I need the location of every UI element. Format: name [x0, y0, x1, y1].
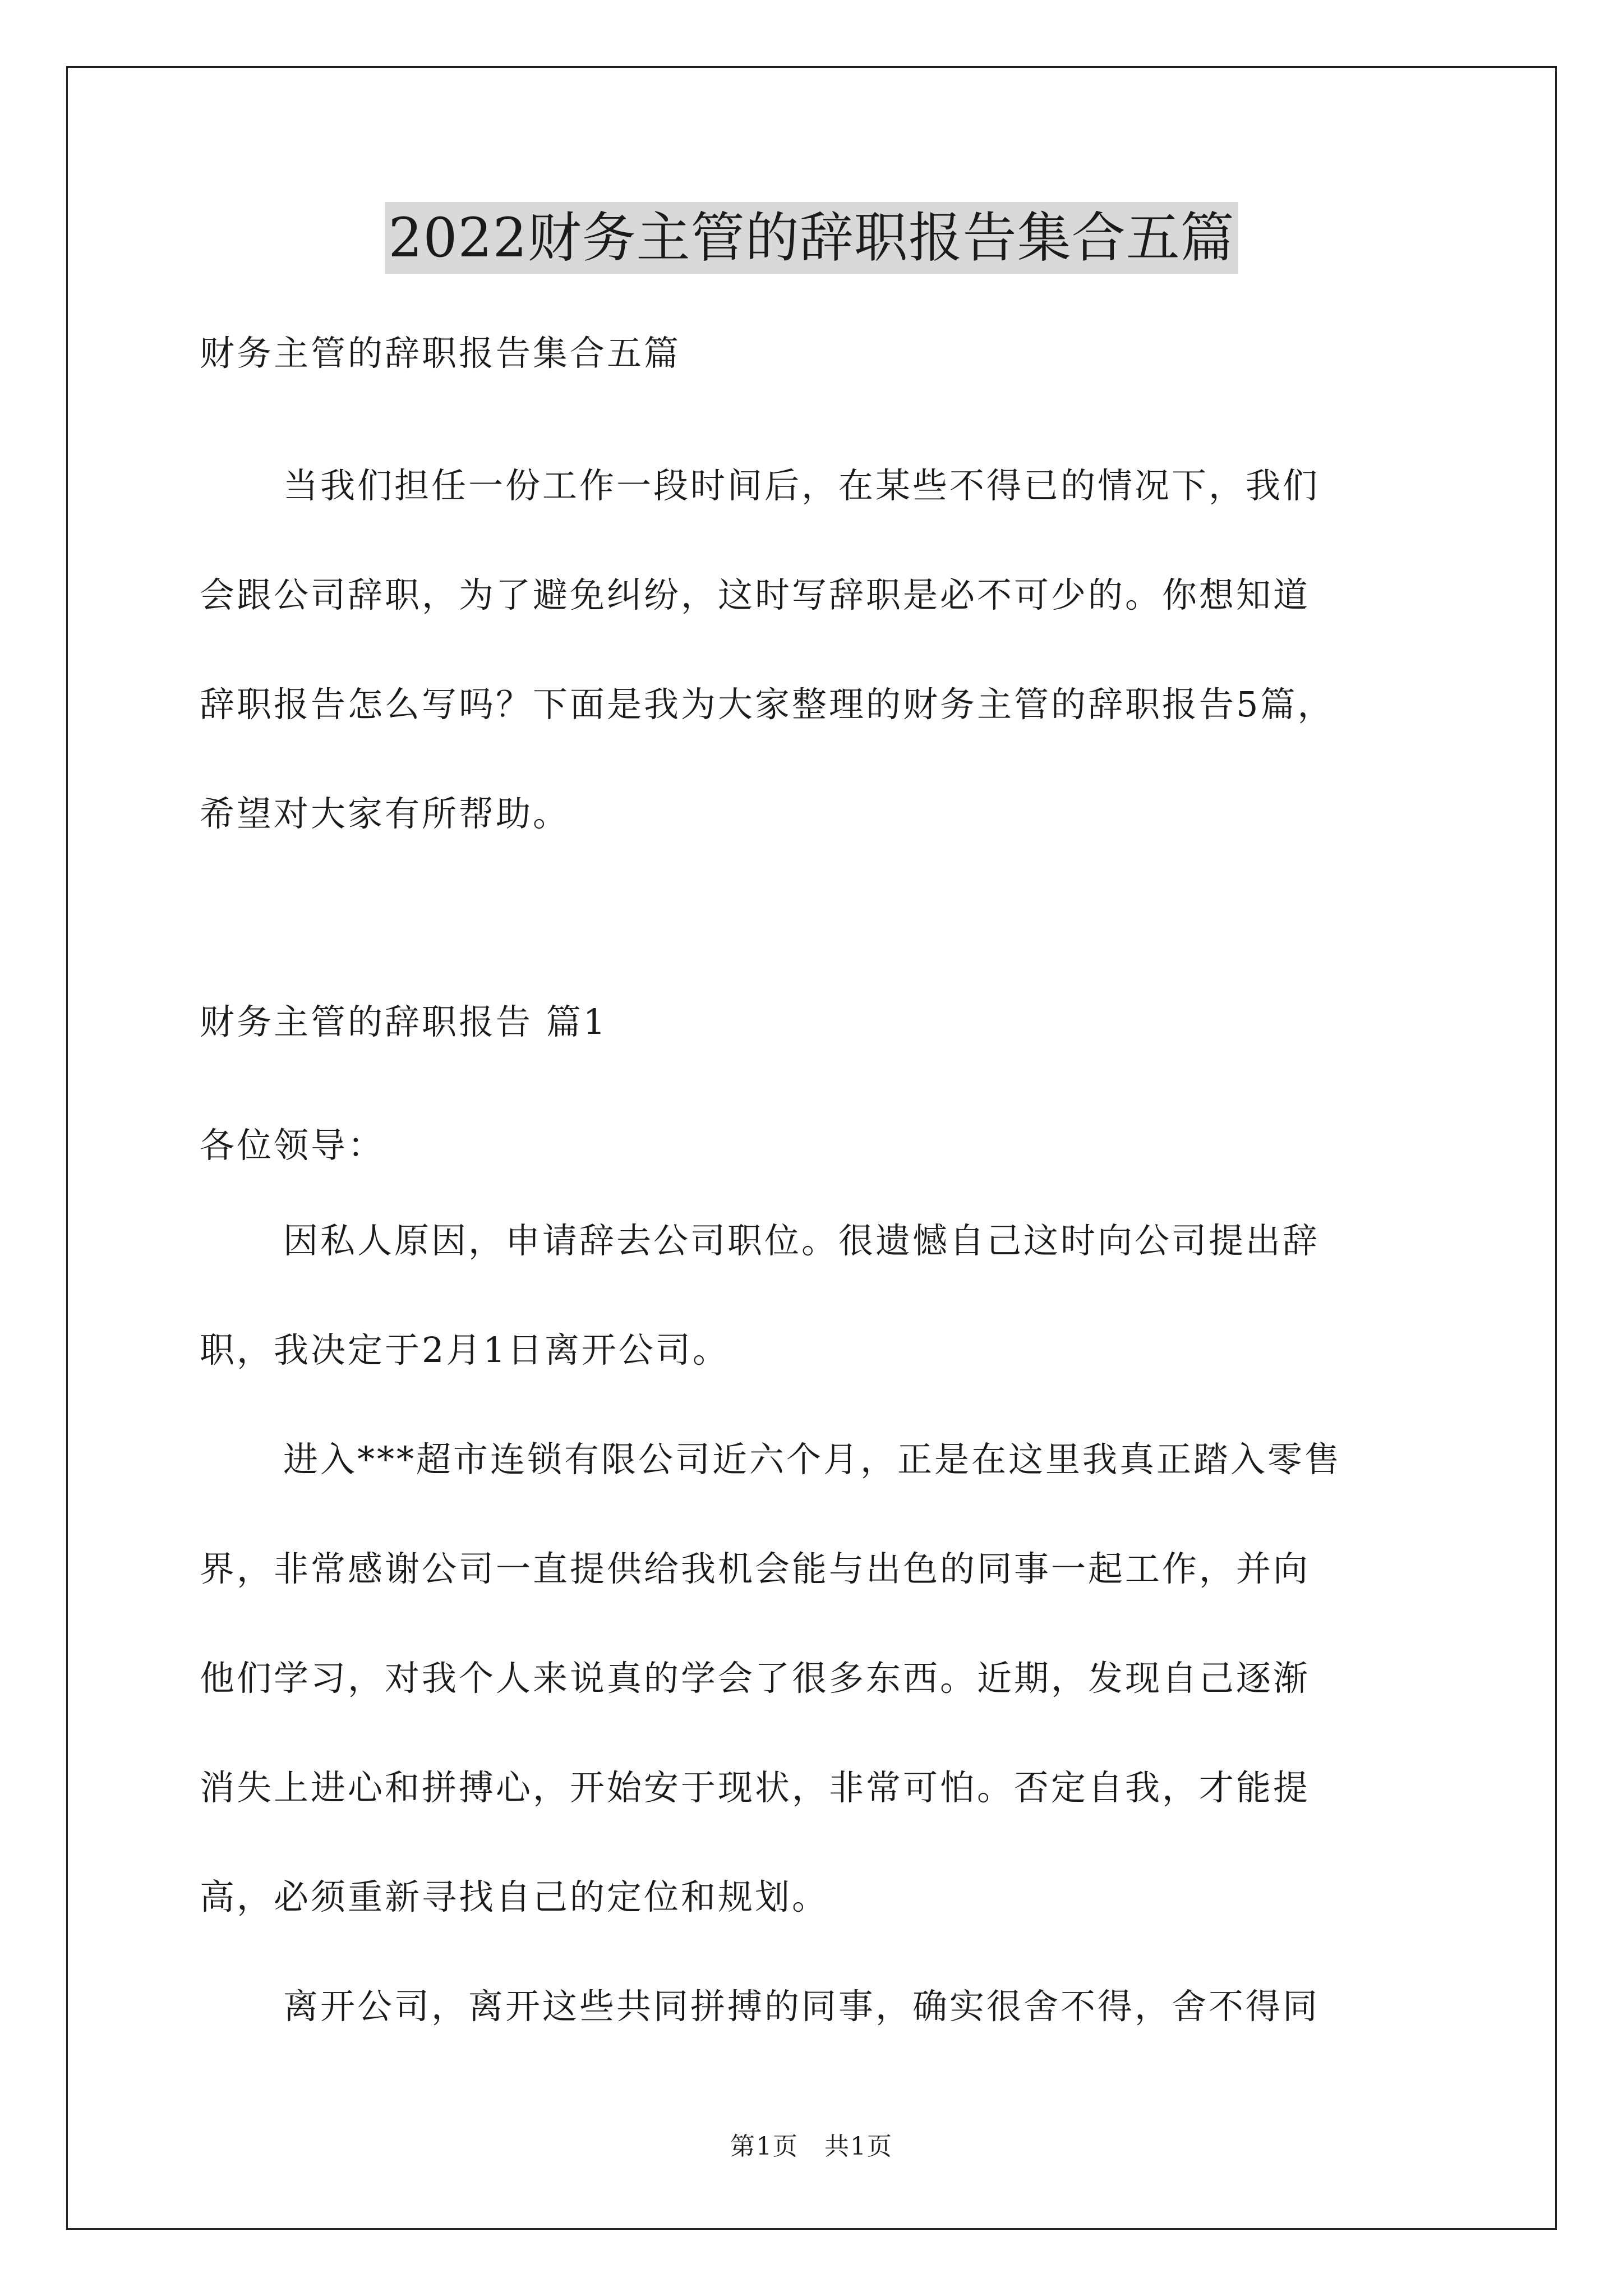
paragraph-line: 高，必须重新寻找自己的定位和规划。 [200, 1876, 829, 1917]
paragraph-line: 当我们担任一份工作一段时间后，在某些不得已的情况下，我们 [283, 465, 1320, 506]
paragraph-line: 辞职报告怎么写吗？下面是我为大家整理的财务主管的辞职报告5篇， [200, 684, 1335, 725]
paragraph-line: 进入***超市连锁有限公司近六个月，正是在这里我真正踏入零售 [283, 1439, 1342, 1480]
paragraph-line: 会跟公司辞职，为了避免纠纷，这时写辞职是必不可少的。你想知道 [200, 574, 1311, 615]
paragraph-line: 他们学习，对我个人来说真的学会了很多东西。近期，发现自己逐渐 [200, 1658, 1311, 1699]
paragraph-line: 希望对大家有所帮助。 [200, 793, 570, 834]
page-footer: 第1页 共1页 [730, 2132, 893, 2161]
paragraph-line: 界，非常感谢公司一直提供给我机会能与出色的同事一起工作，并向 [200, 1548, 1311, 1589]
paragraph-line: 因私人原因，申请辞去公司职位。很遗憾自己这时向公司提出辞 [283, 1220, 1320, 1261]
title-container [0, 202, 1623, 274]
subtitle-line: 财务主管的辞职报告集合五篇 [200, 333, 681, 374]
section-heading: 财务主管的辞职报告 篇1 [200, 1001, 608, 1042]
paragraph-line: 职，我决定于2月1日离开公司。 [200, 1329, 730, 1370]
document-title: 2022财务主管的辞职报告集合五篇 [385, 202, 1238, 274]
salutation: 各位领导： [200, 1125, 385, 1166]
paragraph-line: 离开公司，离开这些共同拼搏的同事，确实很舍不得，舍不得同 [283, 1986, 1320, 2027]
paragraph-line: 消失上进心和拼搏心，开始安于现状，非常可怕。否定自我，才能提 [200, 1767, 1311, 1808]
